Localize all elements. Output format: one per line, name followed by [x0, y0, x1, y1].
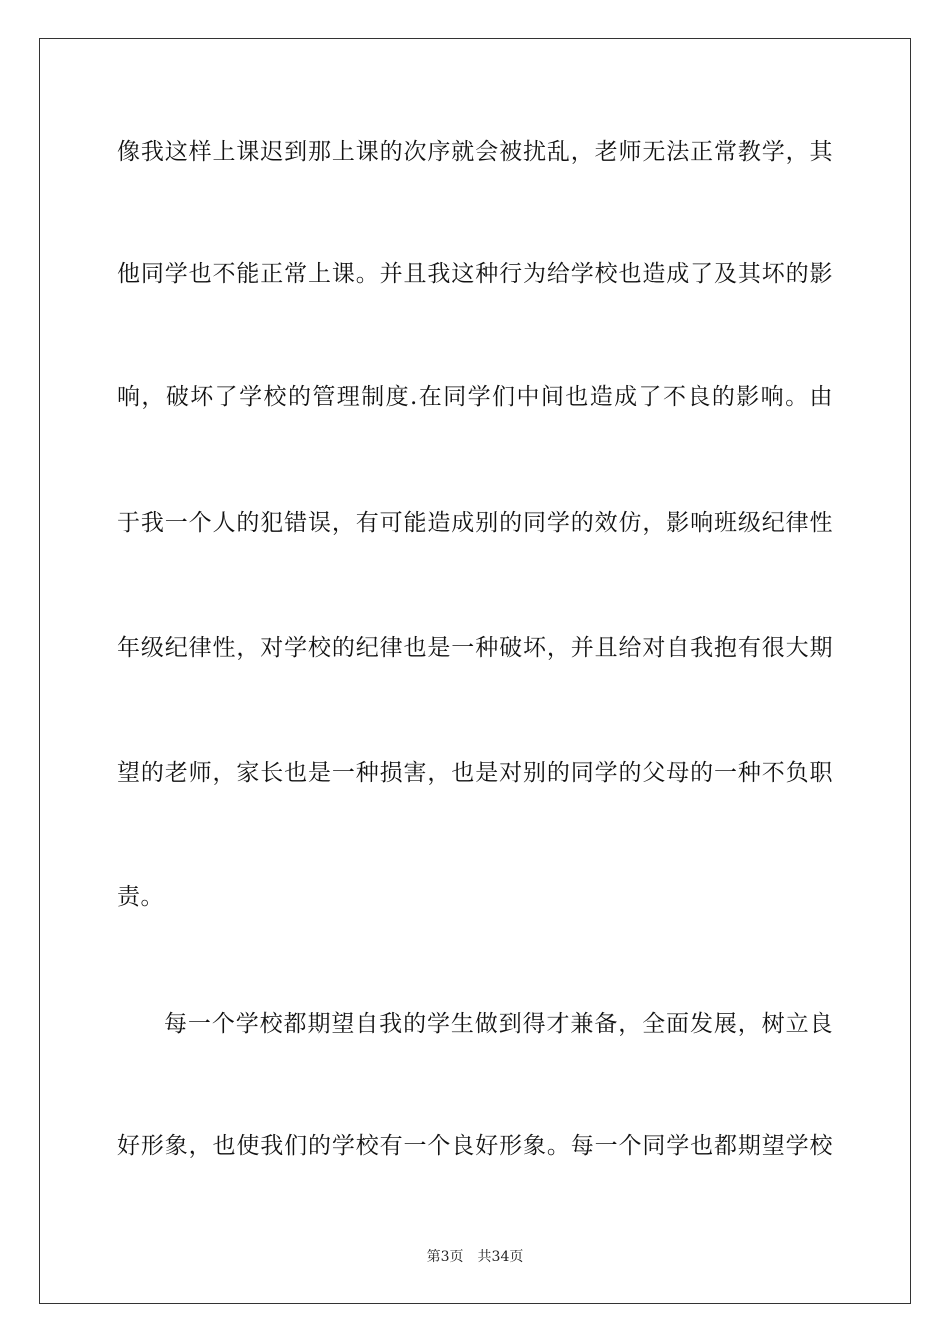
- paragraph-indent-line: 每一个学校都期望自我的学生做到得才兼备，全面发展，树立良: [164, 1011, 833, 1037]
- page-total: 共34页: [477, 1249, 524, 1265]
- text-line-5: 年级纪律性，对学校的纪律也是一种破坏，并且给对自我抱有很大期: [117, 635, 833, 661]
- text-line-1: 像我这样上课迟到那上课的次序就会被扰乱，老师无法正常教学，其: [117, 139, 833, 165]
- text-line-6: 望的老师，家长也是一种损害，也是对别的同学的父母的一种不负职: [117, 760, 833, 786]
- text-line-4: 于我一个人的犯错误，有可能造成别的同学的效仿，影响班级纪律性: [117, 510, 833, 536]
- text-line-9: 好形象，也使我们的学校有一个良好形象。每一个同学也都期望学校: [117, 1133, 833, 1159]
- page-footer: [0, 1247, 950, 1267]
- page-border: [39, 38, 911, 1304]
- text-line-3: 响，破坏了学校的管理制度.在同学们中间也造成了不良的影响。由: [117, 384, 833, 410]
- text-line-7: 责。: [117, 884, 164, 910]
- text-line-2: 他同学也不能正常上课。并且我这种行为给学校也造成了及其坏的影: [117, 261, 833, 287]
- page-number: 第3页: [426, 1249, 464, 1265]
